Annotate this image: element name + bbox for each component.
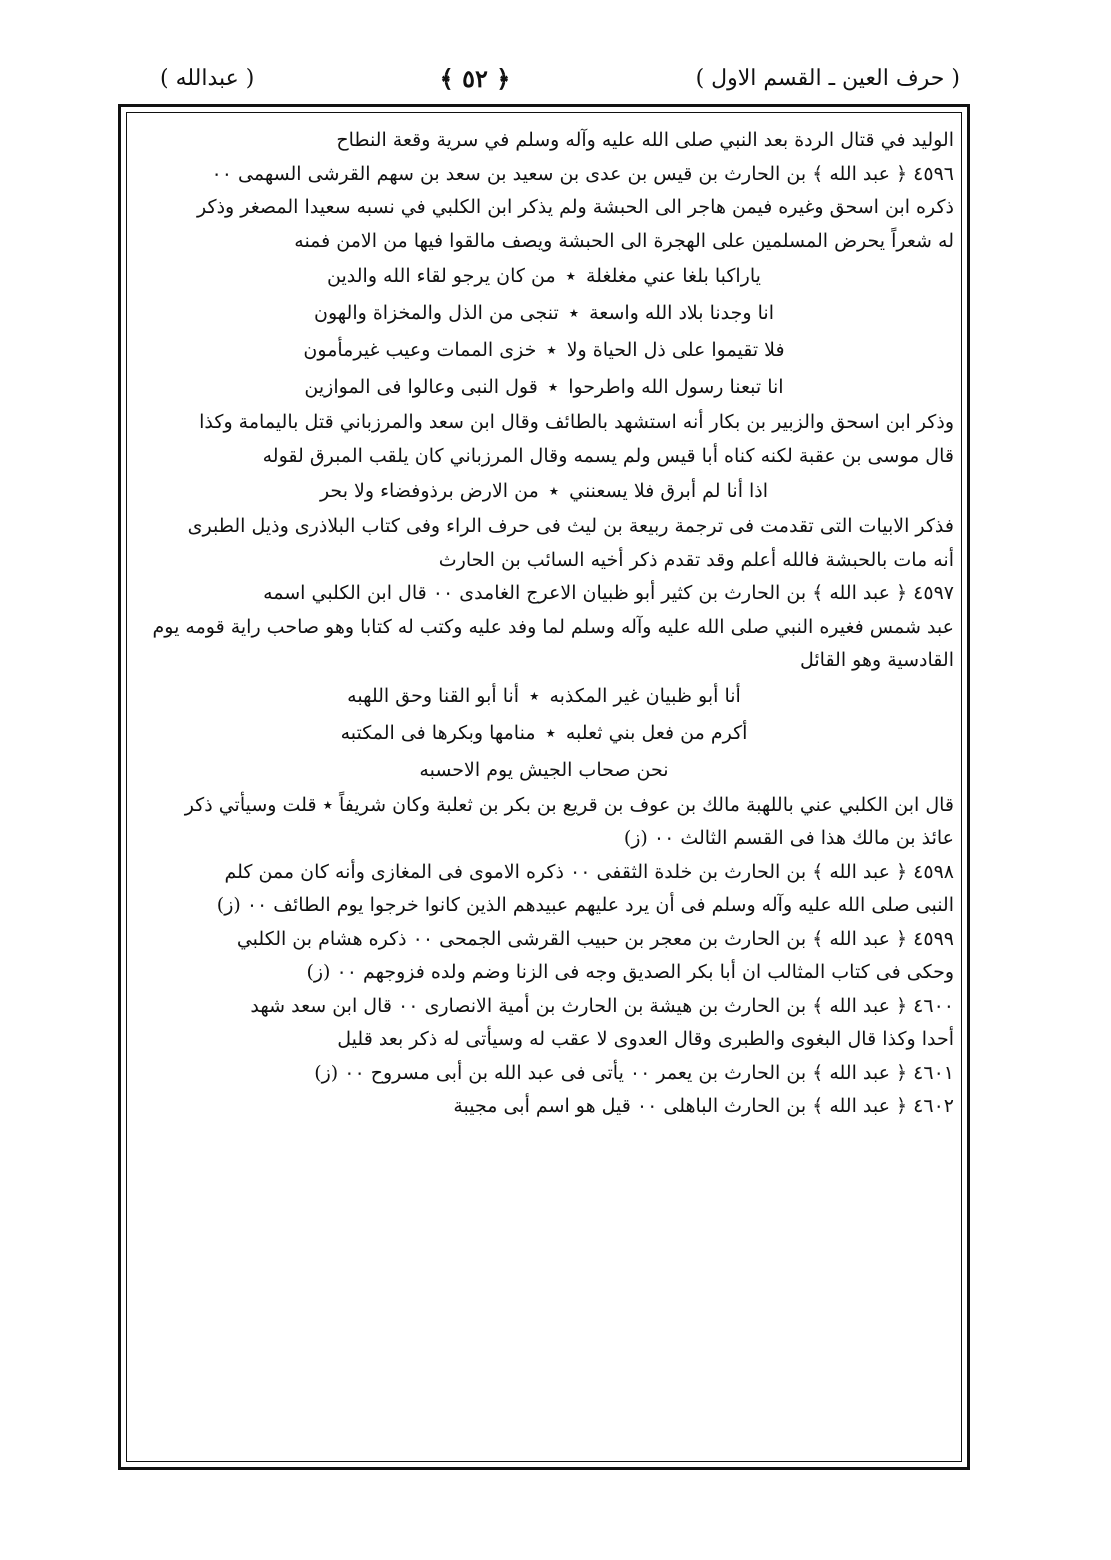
poem-verse	[134, 369, 954, 406]
page-header	[160, 58, 960, 98]
text-line: عبد شمس فغيره النبي صلى الله عليه وآله وسلم لما وفد عليه وكتب له كتابا وهو صاحب راية قومه يوم	[152, 615, 954, 638]
entry-4599-head: ٤٥٩٩ ﴿ عبد الله ﴾ بن الحارث بن معجر بن حبيب القرشى الجمحى ٠٠ ذكره هشام بن الكلبي	[236, 927, 954, 950]
verse-separator: ٭	[568, 302, 580, 324]
poem-verse-single: نحن صحاب الجيش يوم الاحسبه	[419, 758, 669, 781]
text-line: أحدا وكذا قال البغوى والطبرى وقال العدوى لا عقب له وسيأتى له ذكر بعد قليل	[337, 1028, 954, 1050]
entry-4600-head: ٤٦٠٠ ﴿ عبد الله ﴾ بن الحارث بن هيشة بن الحارث بن أمية الانصارى ٠٠ قال ابن سعد شهد	[250, 994, 954, 1017]
hemistich: ياراكبا بلغا عني مغلغلة	[586, 265, 761, 287]
poem-verse	[134, 332, 954, 369]
poem-verse	[134, 258, 954, 295]
hemistich: اذا أنا لم أبرق فلا يسعنني	[569, 480, 769, 502]
poem-verse	[134, 295, 954, 332]
hemistich: قول النبى وعالوا فى الموازين	[304, 376, 538, 398]
page-body	[134, 124, 954, 1454]
verse-separator: ٭	[545, 721, 556, 744]
poem-verse	[134, 473, 954, 510]
text-line: له شعراً يحرض المسلمين على الهجرة الى الحبشة ويصف مالقوا فيها من الامن فمنه	[294, 229, 954, 252]
hemistich: من كان يرجو لقاء الله والدين	[327, 265, 556, 287]
text-line: النبى صلى الله عليه وآله وسلم فى أن يرد عليهم عبيدهم الذين كانوا خرجوا يوم الطائف ٠٠ (ز)	[216, 894, 954, 916]
text-line: وحكى فى كتاب المثالب ان أبا بكر الصديق وجه فى الزنا وضم ولده فزوجهم ٠٠ (ز)	[306, 961, 954, 983]
hemistich: تنجى من الذل والمخزاة والهون	[314, 302, 559, 324]
header-entry-name: ( عبدالله )	[160, 65, 255, 91]
entry-4597-head: ٤٥٩٧ ﴿ عبد الله ﴾ بن الحارث بن كثير أبو ظبيان الاعرج الغامدى ٠٠ قال ابن الكلبي اسمه	[263, 582, 954, 604]
hemistich: خزى الممات وعيب غيرمأمون	[303, 339, 537, 361]
verse-separator: ٭	[548, 480, 560, 502]
poem-block-2	[134, 473, 954, 510]
poem-block-3	[134, 678, 954, 789]
text-line: فذكر الابيات التى تقدمت فى ترجمة ربيعة بن ليث فى حرف الراء وفى كتاب البلاذرى وذيل الطبرى	[187, 515, 954, 537]
page-number: ﴿ ٥٢ ﴾	[439, 63, 511, 93]
poem-block-1	[134, 258, 954, 406]
text-line: الوليد في قتال الردة بعد النبي صلى الله عليه وآله وسلم في سرية وقعة النطاح	[336, 129, 954, 151]
text-line: ذكره ابن اسحق وغيره فيمن هاجر الى الحبشة ولم يذكر ابن الكلبي في نسبه سعيدا المصغر وذكر	[197, 196, 954, 218]
poem-verse	[134, 715, 954, 752]
hemistich: انا وجدنا بلاد الله واسعة	[589, 302, 774, 324]
header-section-title: ( حرف العين ـ القسم الاول )	[695, 65, 960, 91]
text-line: قال موسى بن عقبة لكنه كناه أبا قيس ولم يسمه وقال المرزباني كان يلقب المبرق لقوله	[262, 444, 954, 467]
text-line: وذكر ابن اسحق والزبير بن بكار أنه استشهد بالطائف وقال ابن سعد والمرزباني قتل باليمامة وكذا	[199, 411, 954, 433]
entry-4596-head: ٤٥٩٦ ﴿ عبد الله ﴾ بن الحارث بن قيس بن عدى بن سعيد بن سعد بن سهم القرشى السهمى ٠٠	[211, 162, 954, 185]
entry-4601-head: ٤٦٠١ ﴿ عبد الله ﴾ بن الحارث بن يعمر ٠٠ يأتى فى عبد الله بن أبى مسروح ٠٠ (ز)	[314, 1061, 954, 1084]
hemistich: أكرم من فعل بني ثعلبه	[565, 721, 748, 744]
hemistich: فلا تقيموا على ذل الحياة ولا	[566, 339, 785, 361]
entry-4598-head: ٤٥٩٨ ﴿ عبد الله ﴾ بن الحارث بن خلدة الثقفى ٠٠ ذكره الاموى فى المغازى وأنه كان ممن كلم	[224, 860, 954, 883]
verse-separator: ٭	[529, 684, 540, 707]
verse-separator: ٭	[547, 376, 559, 398]
poem-verse	[134, 678, 954, 715]
text-line: القادسية وهو القائل	[799, 649, 954, 671]
hemistich: أنا أبو ظبيان غير المكذبه	[549, 684, 741, 707]
text-line: أنه مات بالحبشة فالله أعلم وقد تقدم ذكر أخيه السائب بن الحارث	[438, 548, 954, 571]
text-line: قال ابن الكلبي عني باللهبة مالك بن عوف بن قريع بن بكر بن ثعلبة وكان شريفاً ٭ قلت وسيأتي ذكر	[184, 793, 954, 816]
verse-separator: ٭	[565, 265, 576, 287]
hemistich: أنا أبو القنا وحق اللهبه	[347, 684, 520, 707]
hemistich: انا تبعنا رسول الله واطرحوا	[568, 376, 784, 398]
hemistich: من الارض برذوفضاء ولا بحر	[319, 480, 539, 502]
hemistich: منامها وبكرها فى المكتبه	[340, 721, 536, 744]
entry-4602-head: ٤٦٠٢ ﴿ عبد الله ﴾ بن الحارث الباهلى ٠٠ قيل هو اسم أبى مجيبة	[453, 1095, 954, 1117]
verse-separator: ٭	[546, 339, 557, 361]
text-line: عائذ بن مالك هذا فى القسم الثالث ٠٠ (ز)	[623, 827, 954, 849]
